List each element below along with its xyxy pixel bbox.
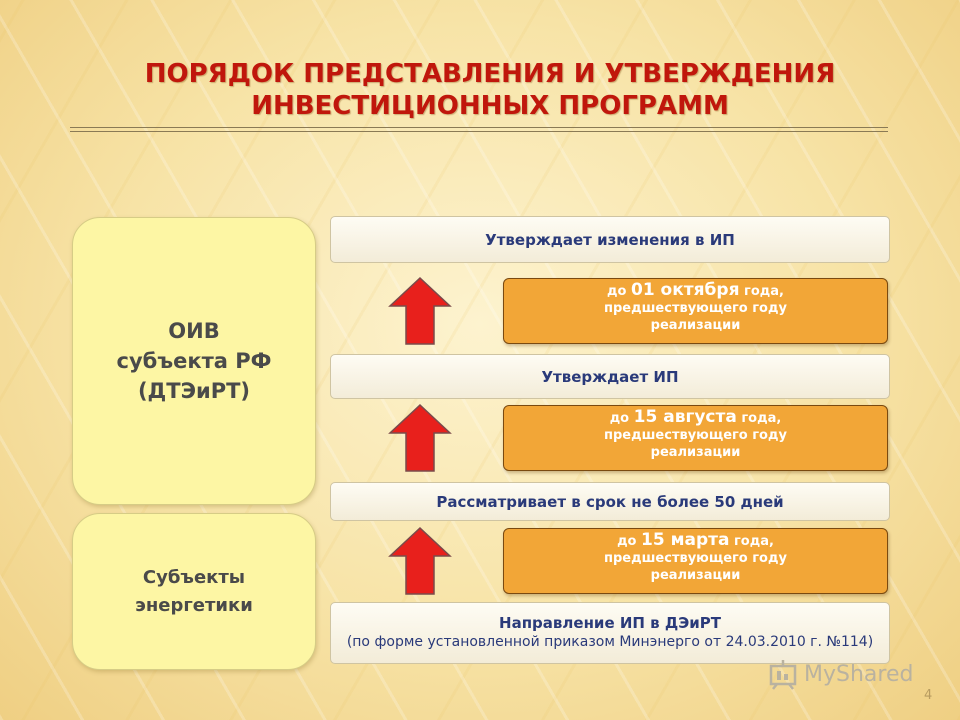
up-arrow-icon bbox=[388, 526, 452, 596]
deadline-march bbox=[503, 528, 888, 594]
deadline-date: 15 марта bbox=[641, 530, 730, 550]
deadline-date: 15 августа bbox=[633, 407, 737, 427]
deadline-line3: реализации bbox=[650, 445, 741, 460]
stage-submit-title: Направление ИП в ДЭиРТ bbox=[499, 614, 721, 632]
title-line-2: ИНВЕСТИЦИОННЫХ ПРОГРАММ bbox=[251, 91, 729, 121]
oiv-block bbox=[72, 217, 316, 505]
deadline-line2: предшествующего году bbox=[604, 551, 787, 566]
deadline-line2: предшествующего году bbox=[604, 428, 787, 443]
deadline-line3: реализации bbox=[650, 568, 741, 583]
energy-subjects-block bbox=[72, 513, 316, 670]
deadline-october bbox=[503, 278, 888, 344]
title-line-1: ПОРЯДОК ПРЕДСТАВЛЕНИЯ И УТВЕРЖДЕНИЯ bbox=[144, 59, 836, 89]
page-title bbox=[70, 58, 910, 122]
stage-approve-label: Утверждает ИП bbox=[541, 367, 679, 386]
stage-approve-changes bbox=[330, 216, 890, 263]
stage-review-label: Рассматривает в срок не более 50 дней bbox=[436, 492, 784, 511]
deadline-suffix: года, bbox=[729, 534, 774, 549]
deadline-prefix: до bbox=[607, 284, 631, 299]
up-arrow-icon bbox=[388, 276, 452, 346]
myshared-logo-icon bbox=[768, 658, 798, 690]
deadline-august bbox=[503, 405, 888, 471]
title-divider-secondary bbox=[70, 131, 888, 132]
watermark bbox=[768, 656, 913, 692]
deadline-date: 01 октября bbox=[630, 280, 740, 300]
stage-review bbox=[330, 482, 890, 521]
title-divider bbox=[70, 127, 888, 128]
page-number: 4 bbox=[924, 688, 933, 703]
stage-submit-subtitle: (по форме установленной приказом Минэнерго от 24.03.2010 г. №114) bbox=[346, 634, 874, 650]
deadline-line3: реализации bbox=[650, 318, 741, 333]
watermark-text: MyShared bbox=[804, 661, 914, 687]
up-arrow-icon bbox=[388, 403, 452, 473]
stage-submit bbox=[330, 602, 890, 664]
deadline-line2: предшествующего году bbox=[604, 301, 787, 316]
stage-approve bbox=[330, 354, 890, 399]
stage-approve-changes-label: Утверждает изменения в ИП bbox=[485, 230, 735, 249]
deadline-suffix: года, bbox=[736, 411, 782, 426]
deadline-prefix: до bbox=[609, 411, 634, 426]
deadline-suffix: года, bbox=[739, 284, 784, 299]
energy-subjects-label: Субъекты энергетики bbox=[135, 566, 253, 616]
oiv-label: ОИВ субъекта РФ (ДТЭиРТ) bbox=[116, 319, 272, 403]
deadline-prefix: до bbox=[617, 534, 642, 549]
